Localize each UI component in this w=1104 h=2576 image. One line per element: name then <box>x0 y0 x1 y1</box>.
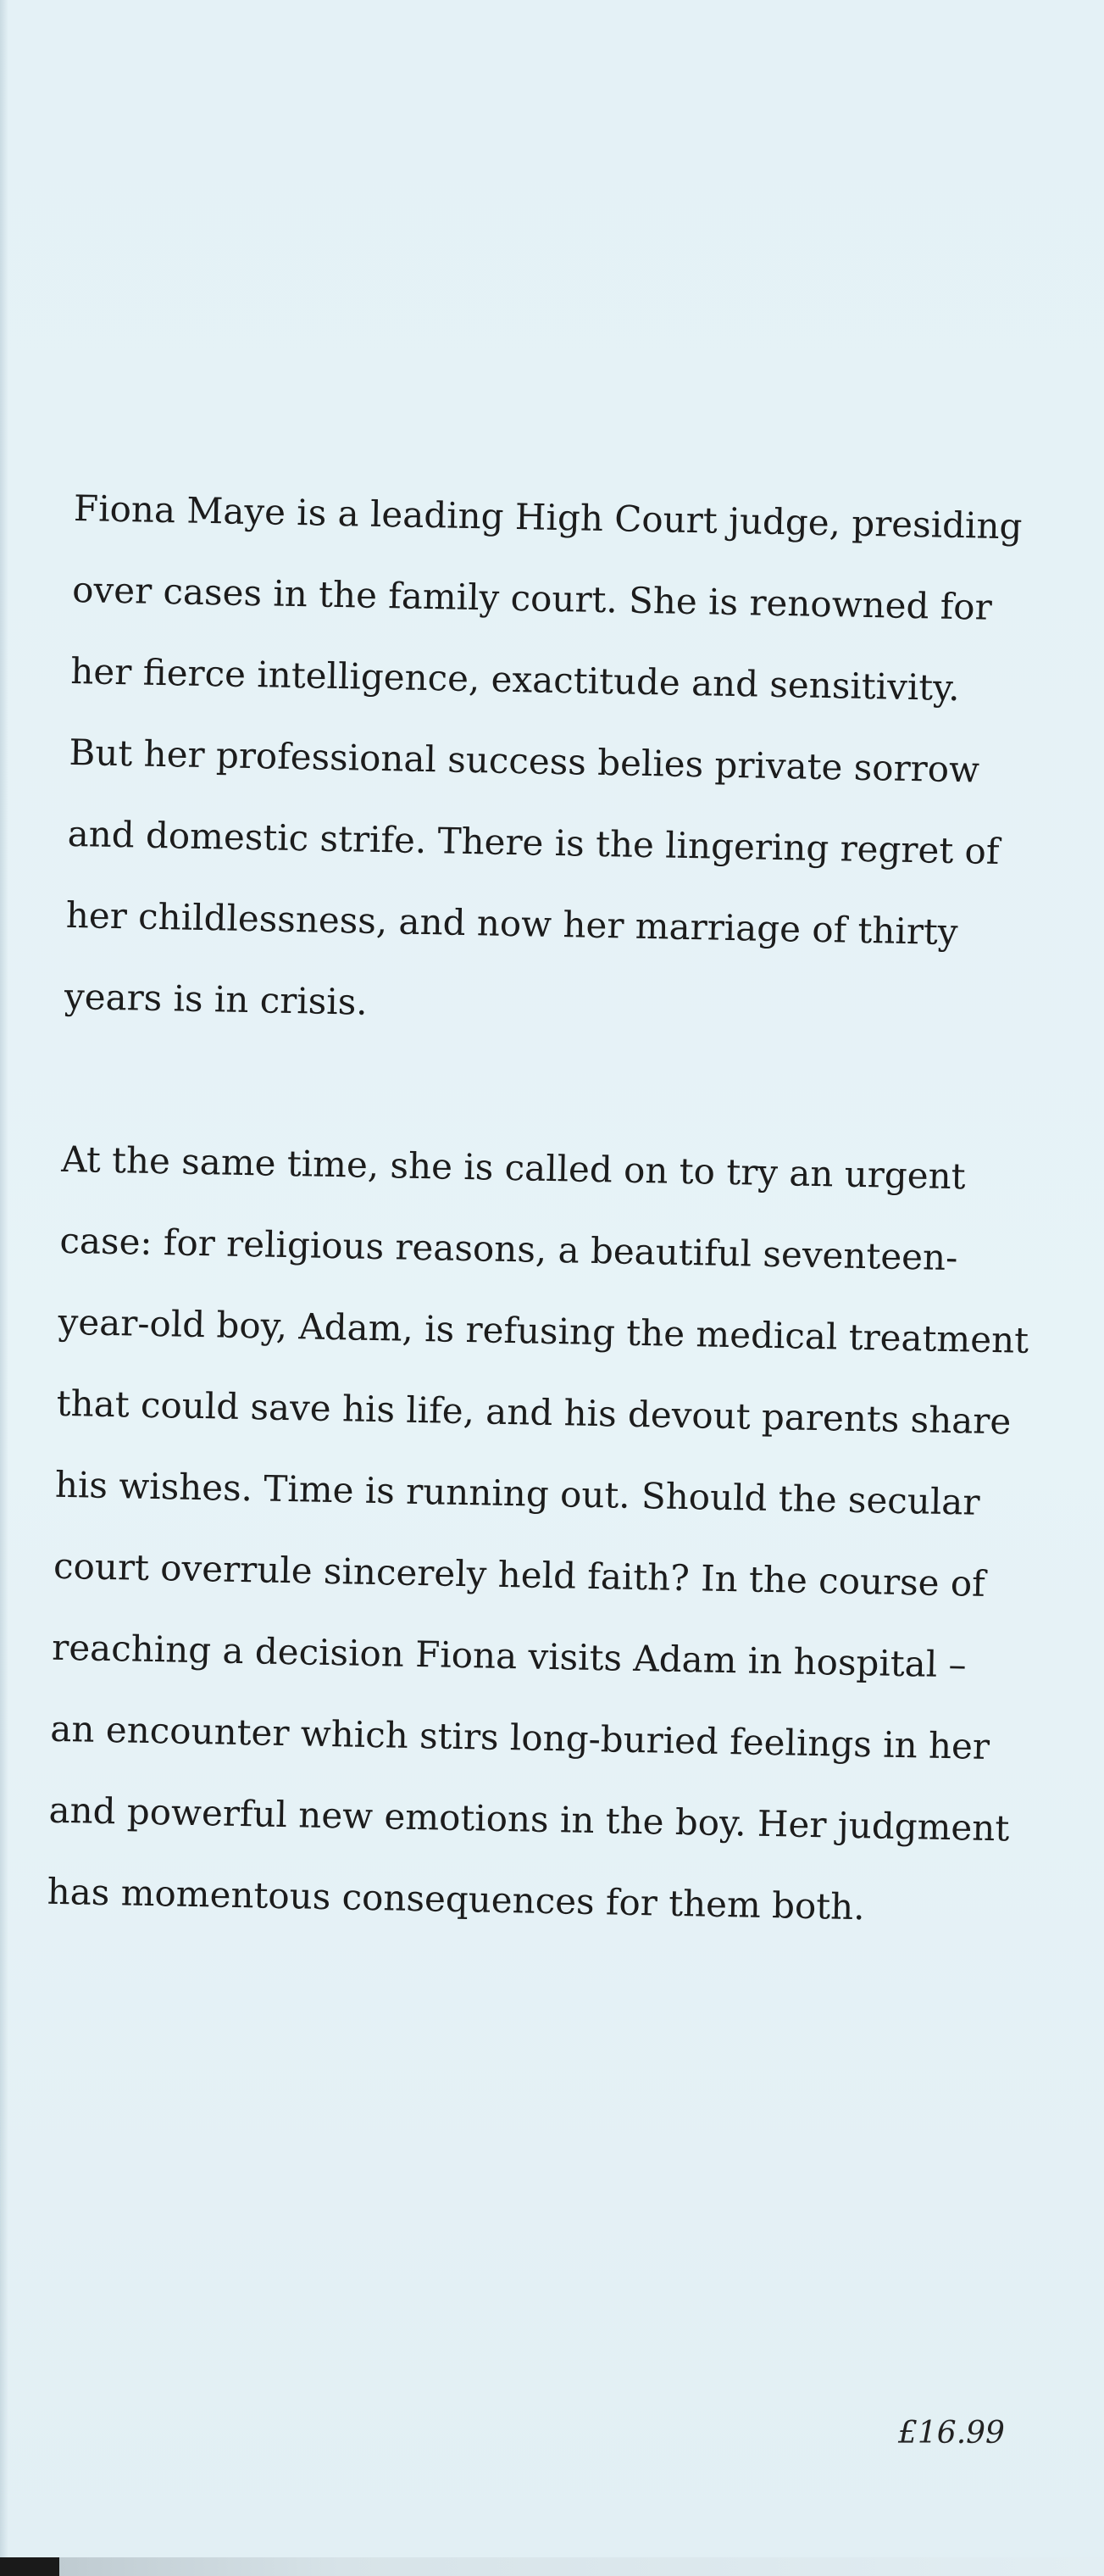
blurb-line: his wishes. Time is running out. Should the secular <box>54 1463 980 1523</box>
blurb-line: court overrule sincerely held faith? In the course of <box>53 1544 986 1605</box>
blurb-paragraph-2 <box>47 1119 1053 1951</box>
blurb-line: At the same time, she is called on to try an urgent <box>60 1138 967 1198</box>
blurb-line: her fierce intelligence, exactitude and sensitivity. <box>69 649 961 709</box>
blurb-line: and domestic strife. There is the lingering regret of <box>67 812 1000 873</box>
blurb-line: and powerful new emotions in the boy. Her judgment <box>48 1789 1010 1850</box>
blurb-text <box>47 468 1066 1951</box>
blurb-line: an encounter which stirs long-buried feelings in her <box>49 1707 990 1768</box>
blurb-line: years is in crisis. <box>64 975 369 1023</box>
blurb-line: has momentous consequences for them both. <box>47 1870 866 1928</box>
blurb-line: her childlessness, and now her marriage of thirty <box>65 893 959 954</box>
blurb-line: that could save his life, and his devout parents share <box>56 1382 1012 1443</box>
blurb-line: case: for religious reasons, a beautiful seventeen- <box>59 1219 958 1279</box>
blurb-line: over cases in the family court. She is renowned for <box>71 568 993 628</box>
blurb-line: Fiona Maye is a leading High Court judge, presiding <box>73 487 1023 548</box>
blurb-line: year-old boy, Adam, is refusing the medical treatment <box>58 1300 1029 1361</box>
price-label: £16.99 <box>898 2416 1005 2451</box>
bottom-edge-strip <box>0 2557 1104 2576</box>
blurb-line: But her professional success belies private sorrow <box>69 731 980 791</box>
blurb-line: reaching a decision Fiona visits Adam in hospital – <box>51 1626 967 1686</box>
cover-edge-shadow <box>0 0 8 2576</box>
blurb-paragraph-1 <box>64 468 1066 1056</box>
